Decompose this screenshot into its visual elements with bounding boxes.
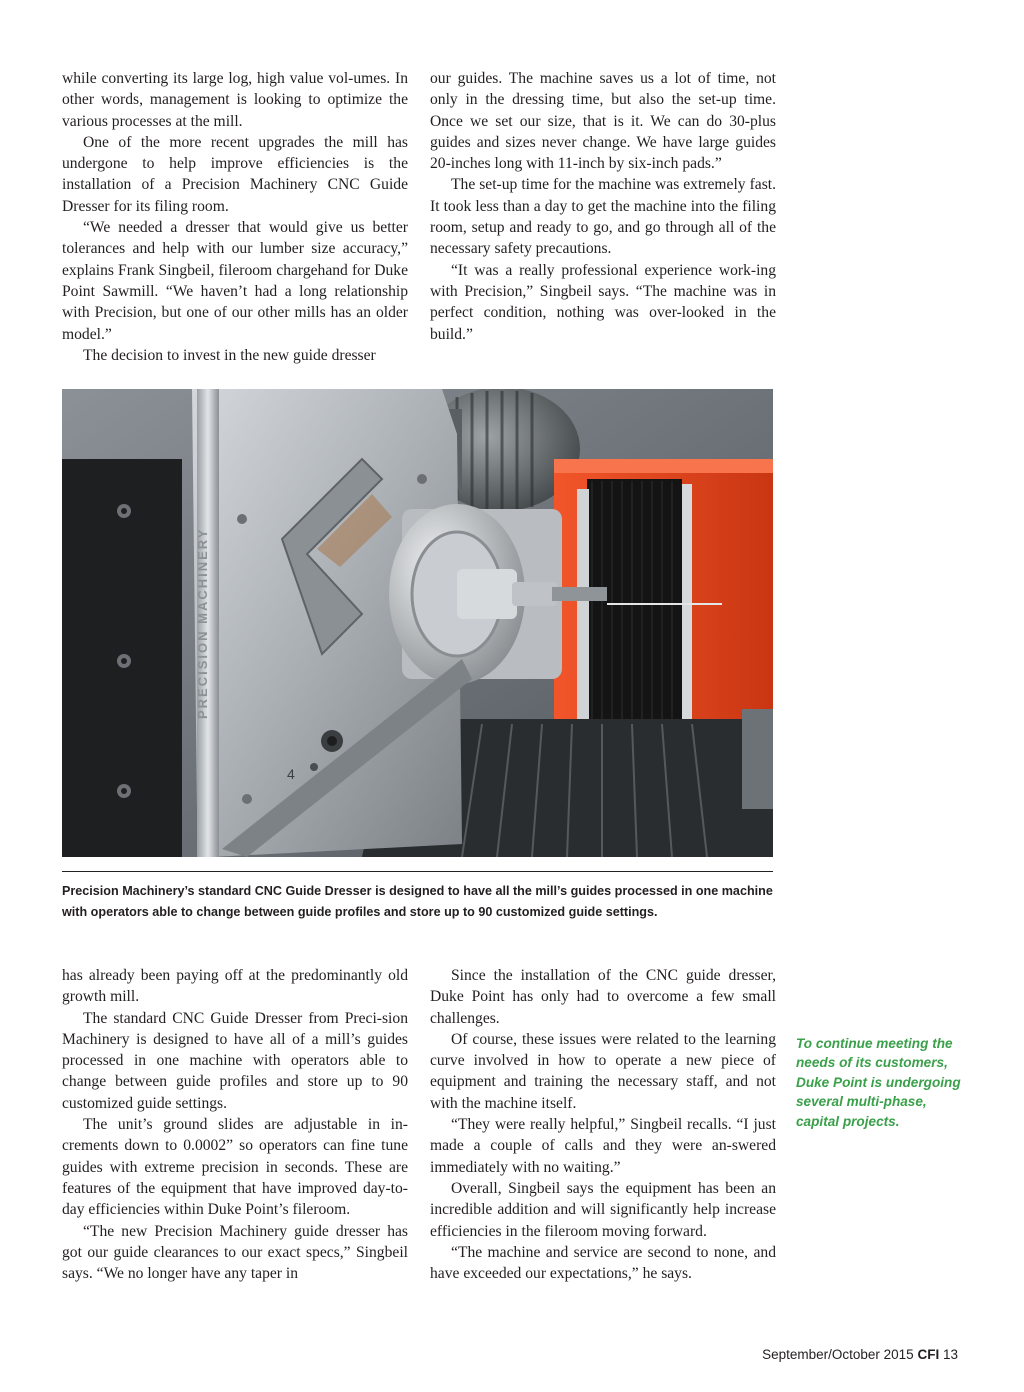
issue-date: September/October 2015 [762, 1347, 914, 1362]
cnc-guide-dresser-photo [62, 389, 773, 857]
paragraph: The set-up time for the machine was extremely fast. It took less than a day to get the machine into the filing room, setup and ready to go, and go through all of the necessary safety precautions. [430, 176, 776, 258]
paragraph: Since the installation of the CNC guide dresser, Duke Point has only had to overcome a few small challenges. [430, 967, 776, 1027]
magazine-name: CFI [917, 1347, 940, 1362]
machine-mark: 4 [287, 766, 295, 782]
photo-caption: Precision Machinery’s standard CNC Guide Dresser is designed to have all the mill’s guides processed in one machine with operators able to change between guide profiles and store up to 90 customized guide settings. [62, 884, 773, 919]
article-column-top-left [62, 68, 408, 366]
paragraph: while converting its large log, high value vol-umes. In other words, management is looking to optimize the various processes at the mill. [62, 70, 408, 130]
paragraph: “The new Precision Machinery guide dresser has got our guide clearances to our exact specs,” Singbeil says. “We no longer have any taper in [62, 1222, 408, 1283]
paragraph: Of course, these issues were related to the learning curve involved in how to operate a new piece of equipment and training the necessary staff, and not with the machine itself. [430, 1030, 776, 1112]
paragraph: The standard CNC Guide Dresser from Preci-sion Machinery is designed to have all of a mill’s guides processed in one machine with operators able to change between guide profiles and store up to 90 customized guide settings. [62, 1009, 408, 1112]
paragraph: “The machine and service are second to none, and have exceeded our expectations,” he says. [430, 1243, 776, 1283]
article-column-top-right [430, 68, 776, 345]
paragraph: “They were really helpful,” Singbeil recalls. “I just made a couple of calls and they were an-swered immediately with no waiting.” [430, 1116, 776, 1176]
machine-plate-label: PRECISION MACHINERY [195, 527, 210, 719]
pull-quote: To continue meeting the needs of its customers, Duke Point is undergoing several multi-phase, capital projects. [796, 1036, 961, 1129]
paragraph: “We needed a dresser that would give us better tolerances and help with our lumber size accuracy,” explains Frank Singbeil, fileroom chargehand for Duke Point Sawmill. “We haven’t had a long relationship with Precision, but one of our other mills has an older model.” [62, 219, 408, 343]
paragraph: has already been paying off at the predominantly old growth mill. [62, 967, 408, 1006]
caption-divider [62, 871, 773, 872]
article-column-bottom-right [430, 965, 776, 1284]
paragraph: The unit’s ground slides are adjustable in in-crements down to 0.0002” so operators can fine tune guides with extreme precision in seconds. These are features of the equipment that have improved day-to-day efficiencies within Duke Point’s fileroom. [62, 1116, 408, 1219]
article-column-bottom-left [62, 965, 408, 1284]
page-number: 13 [942, 1347, 958, 1362]
paragraph: The decision to invest in the new guide dresser [83, 346, 376, 364]
paragraph: our guides. The machine saves us a lot of time, not only in the dressing time, but also the set-up time. Once we set our size, that is it. We can do 30-plus guides and sizes never change. We have large guides 20-inches long with 11-inch by six-inch pads.” [430, 70, 776, 173]
paragraph: One of the more recent upgrades the mill has undergone to help improve efficiencies is the installation of a Precision Machinery CNC Guide Dresser for its filing room. [62, 133, 408, 215]
paragraph: “It was a really professional experience work-ing with Precision,” Singbeil says. “The machine was in perfect condition, nothing was over-looked in the build.” [430, 261, 776, 343]
paragraph: Overall, Singbeil says the equipment has been an incredible addition and will significantly help increase efficiencies in the fileroom moving forward. [430, 1179, 776, 1240]
page-footer [762, 1347, 958, 1362]
